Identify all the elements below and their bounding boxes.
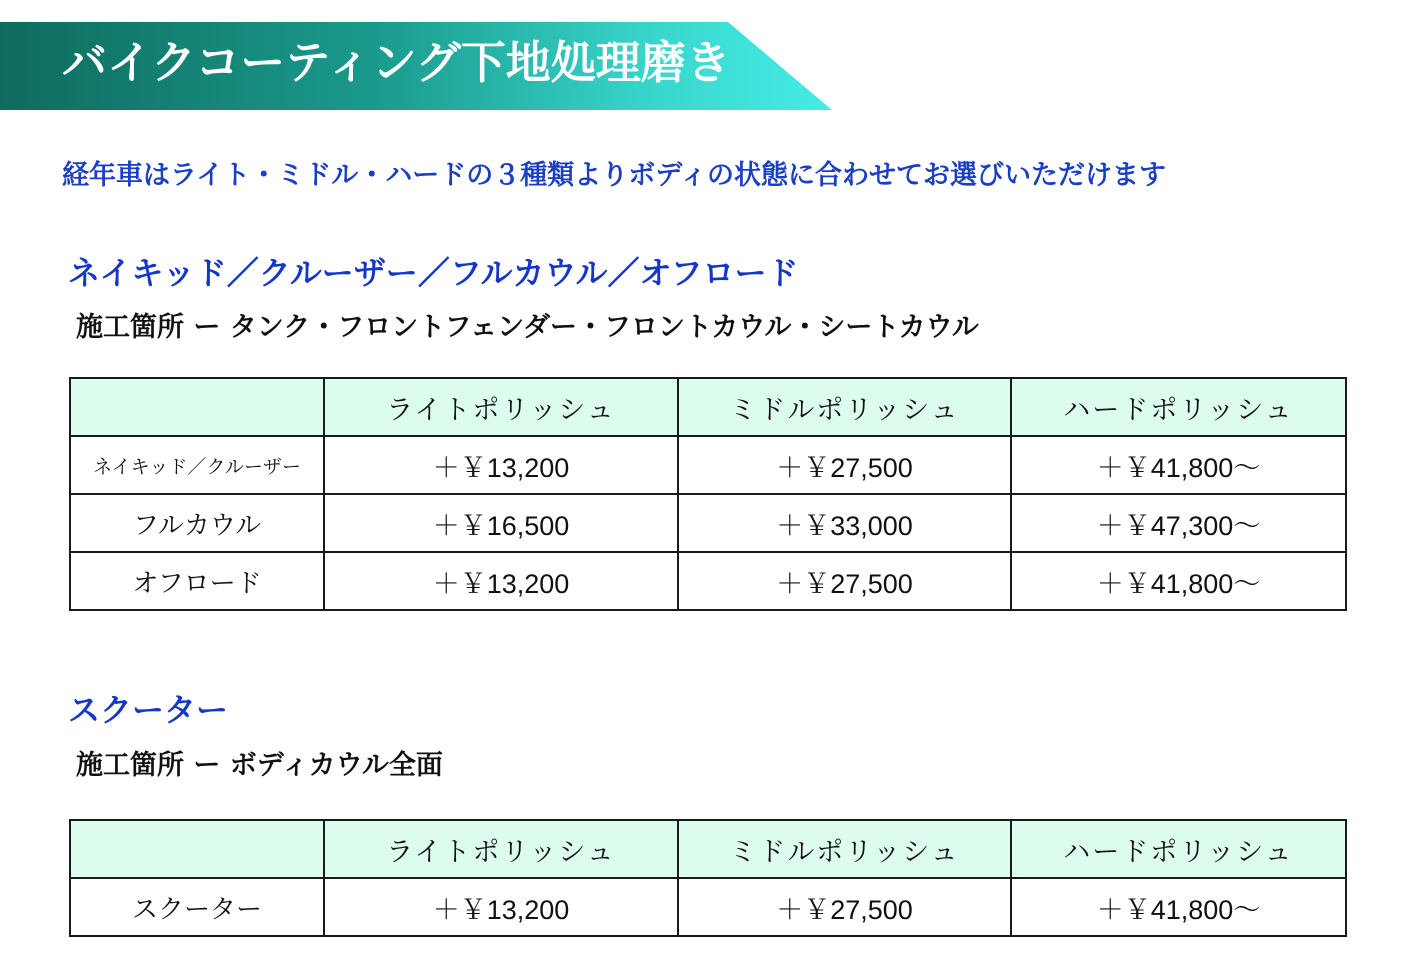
row-label: フルカウル	[70, 494, 324, 552]
price-middle: ＋￥27,500	[678, 878, 1011, 936]
column-header-middle: ミドルポリッシュ	[678, 378, 1011, 436]
section-subtitle-bikes: 施工箇所 ー タンク・フロントフェンダー・フロントカウル・シートカウル	[76, 312, 979, 343]
column-header-light: ライトポリッシュ	[324, 378, 678, 436]
table-row	[70, 494, 1346, 552]
price-light: ＋￥13,200	[324, 436, 678, 494]
row-label: スクーター	[70, 878, 324, 936]
column-header-light: ライトポリッシュ	[324, 820, 678, 878]
price-light: ＋￥13,200	[324, 878, 678, 936]
price-light: ＋￥13,200	[324, 552, 678, 610]
intro-text: 経年車はライト・ミドル・ハードの３種類よりボディの状態に合わせてお選びいただけます	[62, 160, 1167, 191]
price-middle: ＋￥33,000	[678, 494, 1011, 552]
price-table-scooter	[69, 819, 1347, 937]
section-title-bikes: ネイキッド／クルーザー／フルカウル／オフロード	[68, 254, 799, 292]
column-header-empty	[70, 378, 324, 436]
table-header-row	[70, 820, 1346, 878]
price-hard: ＋￥41,800～	[1011, 552, 1346, 610]
section-title-scooter: スクーター	[68, 691, 229, 729]
price-middle: ＋￥27,500	[678, 552, 1011, 610]
table-row	[70, 436, 1346, 494]
column-header-middle: ミドルポリッシュ	[678, 820, 1011, 878]
price-light: ＋￥16,500	[324, 494, 678, 552]
table-row	[70, 878, 1346, 936]
price-hard: ＋￥41,800～	[1011, 436, 1346, 494]
table-header-row	[70, 378, 1346, 436]
price-hard: ＋￥47,300～	[1011, 494, 1346, 552]
row-label: オフロード	[70, 552, 324, 610]
column-header-hard: ハードポリッシュ	[1011, 378, 1346, 436]
page-title: バイクコーティング下地処理磨き	[62, 36, 731, 89]
section-subtitle-scooter: 施工箇所 ー ボディカウル全面	[76, 750, 443, 781]
price-middle: ＋￥27,500	[678, 436, 1011, 494]
price-table-bikes	[69, 377, 1347, 611]
table-row	[70, 552, 1346, 610]
row-label: ネイキッド／クルーザー	[70, 436, 324, 494]
column-header-hard: ハードポリッシュ	[1011, 820, 1346, 878]
column-header-empty	[70, 820, 324, 878]
price-hard: ＋￥41,800～	[1011, 878, 1346, 936]
